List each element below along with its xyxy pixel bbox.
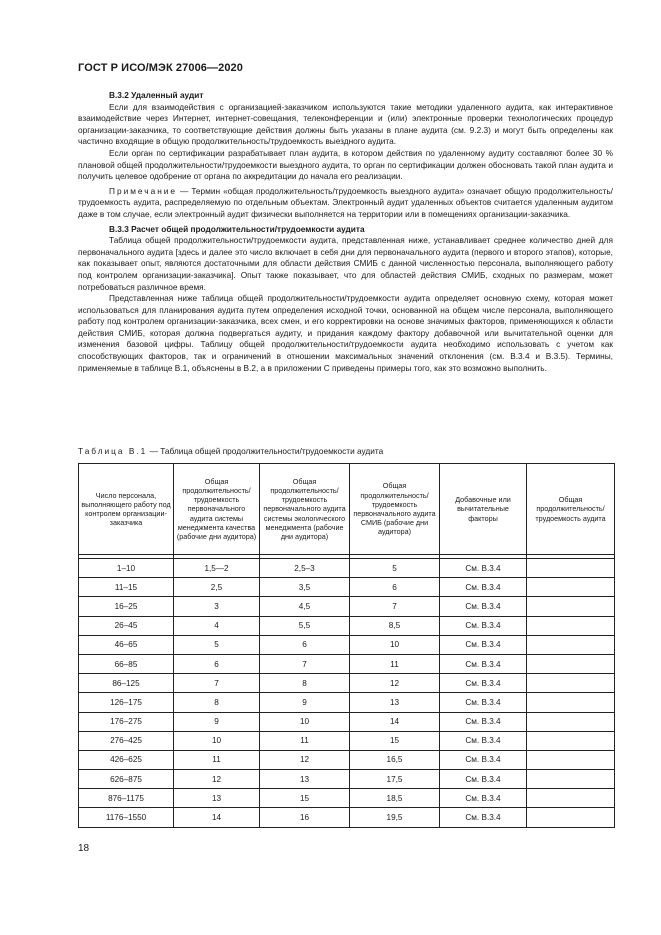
table-cell: 176–275 — [79, 712, 174, 731]
note-text: — Термин «общая продолжительность/трудоемкость выездного аудита» означает общую продолжительность/трудоемкость аудита, распределяемую по отдельным объектам. Электронный аудит удаленных объектов считается удаленным аудитом даже в том случае, если электронный аудит физически выполняется на территории или в помещениях организации-заказчика. — [78, 185, 613, 219]
table-cell: 10 — [174, 731, 260, 750]
table-cell — [527, 654, 615, 673]
table-cell: См. В.3.4 — [440, 597, 527, 616]
table-cell: 4 — [174, 616, 260, 635]
table-cell: 66–85 — [79, 654, 174, 673]
table-caption-text: — Таблица общей продолжительности/трудоемкости аудита — [147, 446, 384, 456]
table-cell — [527, 616, 615, 635]
table-row — [79, 750, 615, 769]
column-header: Общая продолжительность/трудоемкость первоначального аудита СМИБ (рабочие дни аудитора) — [350, 464, 440, 555]
section-heading-b33: В.3.3 Расчет общей продолжительности/трудоемкости аудита — [109, 223, 365, 234]
table-row — [79, 616, 615, 635]
table-cell: См. В.3.4 — [440, 635, 527, 654]
body-text — [78, 90, 613, 374]
table-cell: 8 — [260, 674, 350, 693]
table-cell: 9 — [174, 712, 260, 731]
table-cell: 5 — [350, 559, 440, 578]
table-cell: 7 — [350, 597, 440, 616]
table-cell: См. В.3.4 — [440, 712, 527, 731]
table-cell: 15 — [260, 789, 350, 808]
table-cell — [527, 712, 615, 731]
note — [78, 186, 613, 221]
table-cell — [527, 559, 615, 578]
table-row — [79, 578, 615, 597]
table-cell: 1176–1550 — [79, 808, 174, 827]
table-cell: См. В.3.4 — [440, 789, 527, 808]
table-cell: 16,5 — [350, 750, 440, 769]
table-cell: См. В.3.4 — [440, 731, 527, 750]
table-cell: 14 — [350, 712, 440, 731]
table-cell: 9 — [260, 693, 350, 712]
table-cell: См. В.3.4 — [440, 559, 527, 578]
table-cell — [527, 731, 615, 750]
table-cell: 8 — [174, 693, 260, 712]
table-cell — [527, 578, 615, 597]
table-cell: См. В.3.4 — [440, 808, 527, 827]
table-cell — [527, 635, 615, 654]
table-cell: 15 — [350, 731, 440, 750]
table-cell: 426–625 — [79, 750, 174, 769]
table-row — [79, 597, 615, 616]
table-cell: 12 — [174, 770, 260, 789]
table-caption-label: Таблица В.1 — [78, 446, 148, 456]
section-heading-b32: В.3.2 Удаленный аудит — [109, 90, 204, 100]
paragraph: Если для взаимодействия с организацией-заказчиком используются такие методики удаленного аудита, как интерактивное взаимодействие через Интернет, интернет-совещания, телеконференции и (или) электронные проверки технологических процедур организации-заказчика, то соответствующие действия должны быть указаны в плане аудита (см. 9.2.3) и могут быть определены как частично входящие в общую продолжительность/трудоемкость выездного аудита. — [78, 101, 613, 147]
standard-header: ГОСТ Р ИСО/МЭК 27006—2020 — [78, 62, 243, 74]
column-header: Добавочные или вычитательные факторы — [440, 464, 527, 555]
table-row — [79, 693, 615, 712]
table-row — [79, 674, 615, 693]
table-cell: См. В.3.4 — [440, 654, 527, 673]
table-cell: 4,5 — [260, 597, 350, 616]
table-cell: 6 — [350, 578, 440, 597]
table-cell: 19,5 — [350, 808, 440, 827]
table-cell: 26–45 — [79, 616, 174, 635]
table-row — [79, 559, 615, 578]
table-cell — [527, 750, 615, 769]
column-header: Общая продолжительность/трудоемкость первоначального аудита системы менеджмента качества (рабочие дни аудитора) — [174, 464, 260, 555]
page-number: 18 — [78, 843, 90, 854]
table-cell: 276–425 — [79, 731, 174, 750]
table-cell: 13 — [174, 789, 260, 808]
table-cell: 12 — [260, 750, 350, 769]
table-row — [79, 654, 615, 673]
paragraph: Таблица общей продолжительности/трудоемкости аудита, представленная ниже, устанавливает среднее количество дней для первоначального аудита [здесь и далее это число включает в себя дни для первоначального аудита (первого и второго этапов), которые, как показывает опыт, являются достаточными для области действия СМИБ с данной численностью персонала, выполняющего работу под контролем организации-заказчика]. Опыт также показывает, что для областей действия СМИБ, сходных по размерам, может потребоваться различное время. — [78, 235, 613, 292]
table-cell — [527, 808, 615, 827]
table-cell: 18,5 — [350, 789, 440, 808]
note-label: Примечание — [109, 185, 178, 196]
table-cell: См. В.3.4 — [440, 616, 527, 635]
table-cell: 86–125 — [79, 674, 174, 693]
table-row — [79, 731, 615, 750]
column-header: Общая продолжительность/трудоемкость аудита — [527, 464, 615, 555]
table-cell: 126–175 — [79, 693, 174, 712]
table-cell: 5,5 — [260, 616, 350, 635]
table-cell: См. В.3.4 — [440, 750, 527, 769]
table-cell: 3,5 — [260, 578, 350, 597]
table-cell: 11 — [260, 731, 350, 750]
table-cell: 11 — [174, 750, 260, 769]
table-cell — [527, 693, 615, 712]
table-cell: 8,5 — [350, 616, 440, 635]
table-cell: 12 — [350, 674, 440, 693]
table-row — [79, 712, 615, 731]
table-cell: 3 — [174, 597, 260, 616]
table-row — [79, 635, 615, 654]
table-cell: 11 — [350, 654, 440, 673]
audit-duration-table — [78, 463, 615, 828]
table-cell: 6 — [260, 635, 350, 654]
table-cell: 626–875 — [79, 770, 174, 789]
table-cell: 7 — [260, 654, 350, 673]
table-cell: 17,5 — [350, 770, 440, 789]
table-cell: См. В.3.4 — [440, 674, 527, 693]
table-cell: 5 — [174, 635, 260, 654]
table-caption — [78, 446, 383, 456]
table-cell: 14 — [174, 808, 260, 827]
table-cell: 16 — [260, 808, 350, 827]
table-cell: 13 — [350, 693, 440, 712]
table-cell: 2,5 — [174, 578, 260, 597]
table-cell — [527, 789, 615, 808]
table-cell: 13 — [260, 770, 350, 789]
paragraph: Представленная ниже таблица общей продолжительности/трудоемкости аудита определяет основную схему, которая может использоваться для планирования аудита путем определения исходной точки, основанной на общем числе персонала, выполняющего работу под контролем организации-заказчика, всех смен, и его корректировки на основе значимых факторов, применяющихся к области действия СМИБ, которая должна подвергаться аудиту, и придания каждому фактору добавочной или вычитательной оценки для изменения базовой цифры. Таблицу общей продолжительности/трудоемкости аудита необходимо использовать с учетом как способствующих факторов, так и ограничений в отношении максимальных значений отклонения (см. В.3.4 и В.3.5). Термины, применяемые в таблице В.1, объяснены в В.2, а в приложении С приведены примеры того, как это возможно выполнить. — [78, 293, 613, 373]
table-cell: 2,5–3 — [260, 559, 350, 578]
table-cell: 46–65 — [79, 635, 174, 654]
table-cell: 10 — [350, 635, 440, 654]
table-cell — [527, 674, 615, 693]
table-cell: 16–25 — [79, 597, 174, 616]
table-row — [79, 789, 615, 808]
column-header: Число персонала, выполняющего работу под контролем организации-заказчика — [79, 464, 174, 555]
table-cell: 1,5—2 — [174, 559, 260, 578]
table-row — [79, 808, 615, 827]
table-cell: 876–1175 — [79, 789, 174, 808]
table-cell — [527, 770, 615, 789]
table-cell: 6 — [174, 654, 260, 673]
paragraph: Если орган по сертификации разрабатывает план аудита, в котором действия по удаленному аудиту составляют более 30 % плановой общей продолжительности/трудоемкости выездного аудита, то орган по сертификации должен обосновать такой план аудита и получить целевое одобрение от органа по аккредитации до начала его реализации. — [78, 147, 613, 182]
table-cell: 10 — [260, 712, 350, 731]
table-cell: См. В.3.4 — [440, 770, 527, 789]
table-cell: 11–15 — [79, 578, 174, 597]
table-cell: 1–10 — [79, 559, 174, 578]
table-cell: 7 — [174, 674, 260, 693]
table-cell: См. В.3.4 — [440, 693, 527, 712]
table-row — [79, 770, 615, 789]
table-cell: См. В.3.4 — [440, 578, 527, 597]
table-cell — [527, 597, 615, 616]
column-header: Общая продолжительность/трудоемкость первоначального аудита системы экологического менеджмента (рабочие дни аудитора) — [260, 464, 350, 555]
